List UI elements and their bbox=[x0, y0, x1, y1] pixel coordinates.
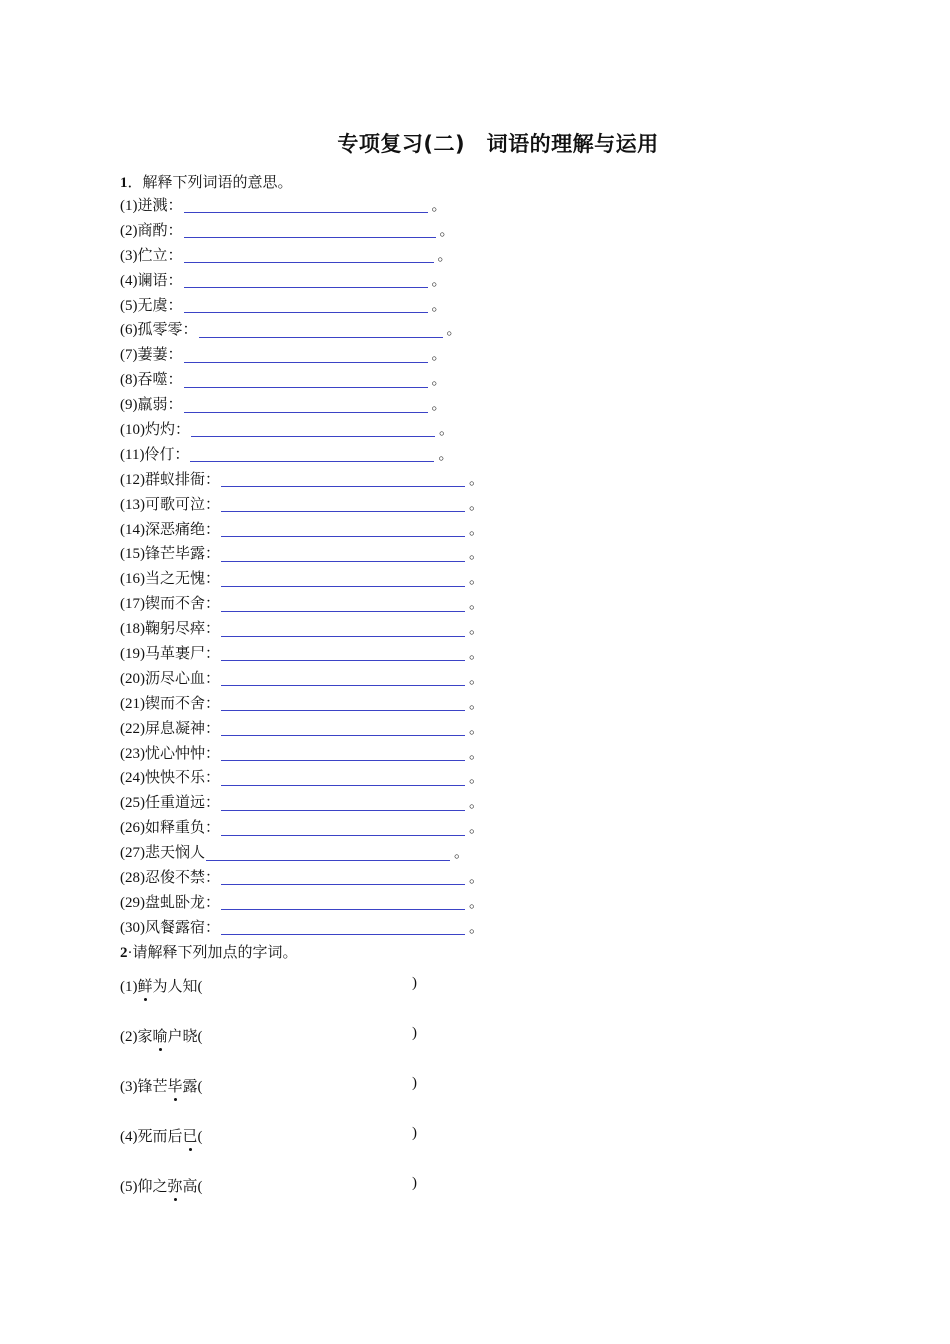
period-mark: 。 bbox=[469, 870, 485, 887]
term-row bbox=[120, 717, 484, 742]
term-label: (25)任重道远： bbox=[120, 795, 220, 812]
answer-close-paren: ) bbox=[412, 1175, 417, 1191]
dotted-word-text bbox=[120, 1125, 203, 1146]
term-label: (12)群蚁排衙： bbox=[120, 471, 220, 488]
period-mark: 。 bbox=[431, 372, 447, 389]
term-label: (5)无虞： bbox=[120, 297, 183, 314]
dotted-character: 鲜 bbox=[138, 975, 153, 996]
period-mark: 。 bbox=[454, 845, 470, 862]
term-row bbox=[120, 692, 484, 717]
answer-blank[interactable] bbox=[221, 647, 465, 661]
answer-blank[interactable] bbox=[191, 423, 435, 437]
answer-blank[interactable] bbox=[221, 623, 465, 637]
word-prefix: (2)家 bbox=[120, 1029, 153, 1045]
term-label: (6)孤零零： bbox=[120, 322, 198, 339]
answer-blank[interactable] bbox=[221, 896, 465, 910]
answer-blank[interactable] bbox=[199, 324, 443, 338]
answer-blank[interactable] bbox=[184, 199, 428, 213]
dotted-character: 喻 bbox=[153, 1025, 168, 1046]
period-mark: 。 bbox=[469, 695, 485, 712]
period-mark: 。 bbox=[469, 646, 485, 663]
term-row bbox=[120, 443, 484, 468]
term-row bbox=[120, 493, 484, 518]
answer-blank[interactable] bbox=[206, 847, 450, 861]
term-label: (30)风餐露宿： bbox=[120, 919, 220, 936]
period-mark: 。 bbox=[469, 720, 485, 737]
answer-blank[interactable] bbox=[221, 797, 465, 811]
word-prefix: (1) bbox=[120, 979, 138, 995]
answer-blank[interactable] bbox=[221, 747, 465, 761]
period-mark: 。 bbox=[469, 596, 485, 613]
term-row bbox=[120, 742, 484, 767]
answer-blank[interactable] bbox=[221, 772, 465, 786]
term-label: (16)当之无愧： bbox=[120, 571, 220, 588]
period-mark: 。 bbox=[469, 571, 485, 588]
term-label: (27)悲天悯人 bbox=[120, 845, 205, 862]
term-row bbox=[120, 219, 484, 244]
answer-blank[interactable] bbox=[221, 598, 465, 612]
term-row bbox=[120, 617, 484, 642]
answer-blank[interactable] bbox=[221, 822, 465, 836]
term-row bbox=[120, 393, 484, 418]
period-mark: 。 bbox=[438, 446, 454, 463]
question-1-instruction: ．解释下列词语的意思。 bbox=[127, 175, 293, 191]
term-label: (1)迸溅： bbox=[120, 198, 183, 214]
term-row bbox=[120, 468, 484, 493]
answer-blank[interactable] bbox=[184, 274, 428, 288]
word-prefix: (5)仰之 bbox=[120, 1179, 168, 1195]
period-mark: 。 bbox=[469, 670, 485, 687]
question-1-number: 1 bbox=[120, 175, 128, 191]
term-label: (18)鞠躬尽瘁： bbox=[120, 621, 220, 638]
term-row bbox=[120, 343, 484, 368]
period-mark: 。 bbox=[439, 422, 455, 439]
term-row bbox=[120, 269, 484, 294]
term-label: (19)马革裹尸： bbox=[120, 646, 220, 663]
answer-blank[interactable] bbox=[221, 473, 465, 487]
period-mark: 。 bbox=[469, 919, 485, 936]
term-label: (9)羸弱： bbox=[120, 397, 183, 414]
word-suffix: 为人知( bbox=[152, 979, 203, 995]
term-label: (15)锋芒毕露： bbox=[120, 546, 220, 563]
answer-blank[interactable] bbox=[190, 448, 434, 462]
period-mark: 。 bbox=[469, 795, 485, 812]
term-row bbox=[120, 916, 484, 941]
term-label: (14)深恶痛绝： bbox=[120, 521, 220, 538]
question-1-heading bbox=[120, 171, 293, 192]
question-2-instruction: ·请解释下列加点的字词。 bbox=[127, 945, 298, 961]
answer-blank[interactable] bbox=[221, 672, 465, 686]
term-row bbox=[120, 791, 484, 816]
period-mark: 。 bbox=[469, 745, 485, 762]
term-row bbox=[120, 368, 484, 393]
dotted-character: 毕 bbox=[168, 1075, 183, 1096]
period-mark: 。 bbox=[469, 546, 485, 563]
period-mark: 。 bbox=[431, 347, 447, 364]
answer-blank[interactable] bbox=[184, 299, 428, 313]
answer-blank[interactable] bbox=[221, 523, 465, 537]
term-row bbox=[120, 567, 484, 592]
page-title: 专项复习(二) 词语的理解与运用 bbox=[337, 132, 659, 156]
term-label: (28)忍俊不禁： bbox=[120, 870, 220, 887]
period-mark: 。 bbox=[437, 247, 453, 264]
period-mark: 。 bbox=[439, 222, 455, 239]
dotted-word-text bbox=[120, 1075, 203, 1096]
answer-blank[interactable] bbox=[184, 249, 434, 263]
dotted-word-text bbox=[120, 1175, 203, 1196]
term-row bbox=[120, 194, 484, 219]
answer-blank[interactable] bbox=[221, 871, 465, 885]
term-label: (2)商酌： bbox=[120, 222, 183, 239]
answer-close-paren: ) bbox=[412, 1025, 417, 1041]
term-row bbox=[120, 642, 484, 667]
term-label: (23)忧心忡忡： bbox=[120, 745, 220, 762]
answer-blank[interactable] bbox=[221, 697, 465, 711]
term-label: (3)伫立： bbox=[120, 247, 183, 264]
answer-blank[interactable] bbox=[184, 399, 428, 413]
answer-close-paren: ) bbox=[412, 1075, 417, 1091]
period-mark: 。 bbox=[469, 471, 485, 488]
period-mark: 。 bbox=[446, 322, 462, 339]
question-1-list bbox=[120, 194, 484, 941]
word-suffix: 露( bbox=[182, 1079, 203, 1095]
answer-blank[interactable] bbox=[184, 224, 436, 238]
period-mark: 。 bbox=[469, 770, 485, 787]
period-mark: 。 bbox=[469, 894, 485, 911]
term-label: (7)萋萋： bbox=[120, 347, 183, 364]
term-label: (29)盘虬卧龙： bbox=[120, 894, 220, 911]
term-row bbox=[120, 816, 484, 841]
dotted-character: 已 bbox=[183, 1125, 198, 1146]
answer-blank[interactable] bbox=[221, 548, 465, 562]
term-row bbox=[120, 866, 484, 891]
question-2-number: 2 bbox=[120, 945, 128, 961]
term-row bbox=[120, 667, 484, 692]
term-label: (21)锲而不舍： bbox=[120, 695, 220, 712]
term-label: (10)灼灼： bbox=[120, 422, 190, 439]
term-row bbox=[120, 294, 484, 319]
word-suffix: ( bbox=[197, 1129, 203, 1145]
period-mark: 。 bbox=[469, 521, 485, 538]
dotted-word-text bbox=[120, 1025, 203, 1046]
answer-close-paren: ) bbox=[412, 1125, 417, 1141]
word-prefix: (3)锋芒 bbox=[120, 1079, 168, 1095]
term-row bbox=[120, 244, 484, 269]
term-label: (13)可歌可泣： bbox=[120, 496, 220, 513]
period-mark: 。 bbox=[469, 820, 485, 837]
answer-blank[interactable] bbox=[221, 722, 465, 736]
answer-blank[interactable] bbox=[184, 374, 428, 388]
answer-blank[interactable] bbox=[221, 573, 465, 587]
term-row bbox=[120, 418, 484, 443]
term-row bbox=[120, 592, 484, 617]
answer-blank[interactable] bbox=[221, 921, 465, 935]
term-row bbox=[120, 318, 484, 343]
answer-blank[interactable] bbox=[184, 349, 428, 363]
question-2-heading bbox=[120, 941, 298, 962]
period-mark: 。 bbox=[469, 621, 485, 638]
term-row bbox=[120, 891, 484, 916]
term-label: (22)屏息凝神： bbox=[120, 720, 220, 737]
period-mark: 。 bbox=[431, 297, 447, 314]
term-row bbox=[120, 766, 484, 791]
period-mark: 。 bbox=[431, 397, 447, 414]
period-mark: 。 bbox=[431, 272, 447, 289]
term-row bbox=[120, 518, 484, 543]
period-mark: 。 bbox=[469, 496, 485, 513]
term-label: (20)沥尽心血： bbox=[120, 670, 220, 687]
term-label: (26)如释重负： bbox=[120, 820, 220, 837]
period-mark: 。 bbox=[431, 198, 447, 214]
term-label: (17)锲而不舍： bbox=[120, 596, 220, 613]
term-row bbox=[120, 542, 484, 567]
answer-blank[interactable] bbox=[221, 498, 465, 512]
word-prefix: (4)死而后 bbox=[120, 1129, 183, 1145]
term-label: (4)谰语： bbox=[120, 272, 183, 289]
word-suffix: 高( bbox=[182, 1179, 203, 1195]
term-label: (24)怏怏不乐： bbox=[120, 770, 220, 787]
dotted-word-text bbox=[120, 975, 203, 996]
word-suffix: 户晓( bbox=[167, 1029, 203, 1045]
dotted-character: 弥 bbox=[168, 1175, 183, 1196]
term-row bbox=[120, 841, 484, 866]
term-label: (8)吞噬： bbox=[120, 372, 183, 389]
answer-close-paren: ) bbox=[412, 975, 417, 991]
term-label: (11)伶仃： bbox=[120, 446, 190, 463]
